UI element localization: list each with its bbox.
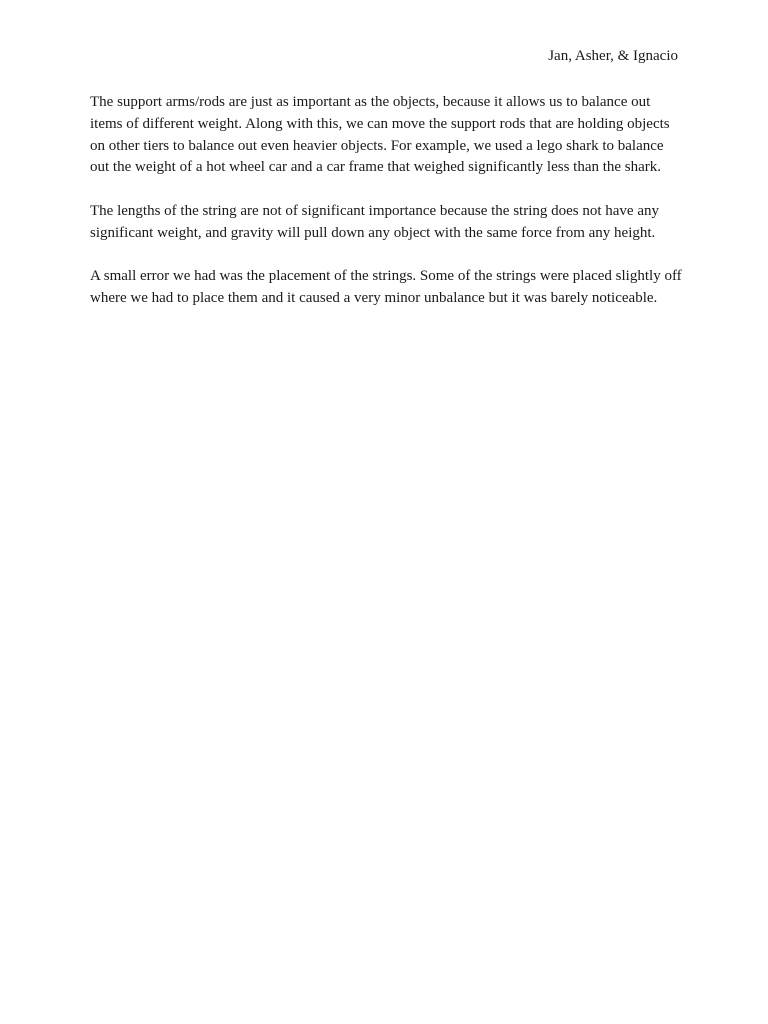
paragraph-error: A small error we had was the placement of the strings. Some of the strings were placed slightly off where we had to place them and it caused a very minor unbalance but it was barely noticeable. [90, 268, 682, 307]
author-header: Jan, Asher, & Ignacio [548, 48, 678, 64]
paragraph-string-length: The lengths of the string are not of significant importance because the string does not have any significant weight, and gravity will pull down any object with the same force from any height. [90, 202, 659, 241]
paragraph-support-arms: The support arms/rods are just as important as the objects, because it allows us to balance out items of different weight. Along with this, we can move the support rods that are holding objects on other tiers to balance out even heavier objects. For example, we used a lego shark to balance out the weight of a hot wheel car and a car frame that weighed significantly less than the shark. [90, 94, 670, 176]
document-body [90, 92, 682, 332]
